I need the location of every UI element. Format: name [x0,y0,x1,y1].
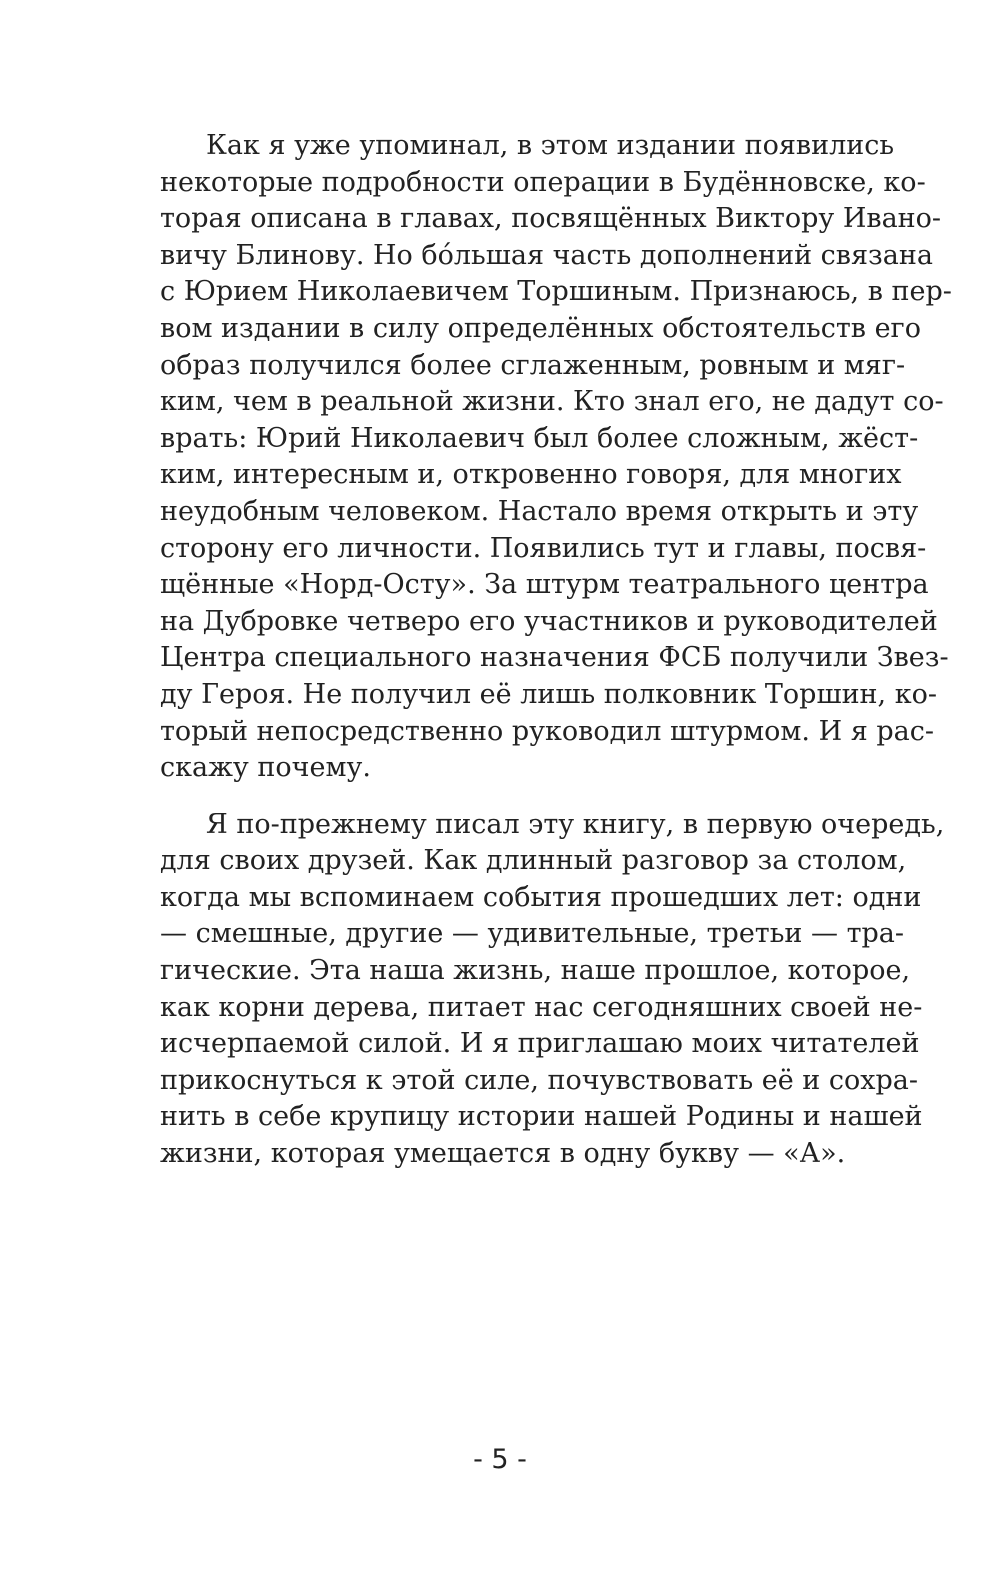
text-line: неудобным человеком. Настало время открыть и эту [160,495,919,527]
text-line: жизни, которая умещается в одну букву — «А». [160,1138,846,1170]
text-line: сторону его личности. Появились тут и главы, посвя- [160,532,927,564]
body-text [160,128,952,1173]
text-line: ким, интересным и, откровенно говоря, для многих [160,459,902,491]
text-line: как корни дерева, питает нас сегодняшних своей не- [160,991,923,1023]
text-line: когда мы вспоминаем события прошедших лет: одни [160,881,922,913]
text-line: нить в себе крупицу истории нашей Родины и нашей [160,1101,923,1133]
text-line: скажу почему. [160,752,371,784]
text-line: некоторые подробности операции в Будённовске, ко- [160,166,926,198]
text-line: Центра специального назначения ФСБ получили Звез- [160,642,949,674]
paragraph-1 [160,128,952,787]
text-line: Я по-прежнему писал эту книгу, в первую очередь, [206,808,945,840]
text-line: на Дубровке четверо его участников и руководителей [160,605,938,637]
text-line: для своих друзей. Как длинный разговор за столом, [160,845,907,877]
paragraph-2 [160,807,945,1173]
text-line: — смешные, другие — удивительные, третьи — тра- [160,918,905,950]
text-line: вичу Блинову. Но бóльшая часть дополнений связана [160,239,933,271]
text-line: образ получился более сглаженным, ровным и мяг- [160,349,906,381]
text-line: врать: Юрий Николаевич был более сложным, жёст- [160,422,919,454]
text-line: щённые «Норд-Осту». За штурм театрального центра [160,569,929,601]
text-line: ду Героя. Не получил её лишь полковник Торшин, ко- [160,678,937,710]
text-line: ким, чем в реальной жизни. Кто знал его, не дадут со- [160,386,944,418]
text-line: торый непосредственно руководил штурмом. И я рас- [160,715,934,747]
text-line: исчерпаемой силой. И я приглашаю моих читателей [160,1028,920,1060]
text-line: вом издании в силу определённых обстоятельств его [160,312,921,344]
page-number: - 5 - [473,1444,527,1475]
text-line: прикоснуться к этой силе, почувствовать её и сохра- [160,1064,918,1096]
text-line: с Юрием Николаевичем Торшиным. Признаюсь, в пер- [160,276,952,308]
text-line: торая описана в главах, посвящённых Виктору Ивано- [160,203,942,235]
paragraph-spacer [160,787,870,807]
text-line: гические. Эта наша жизнь, наше прошлое, которое, [160,955,911,987]
text-line: Как я уже упоминал, в этом издании появились [206,130,895,161]
